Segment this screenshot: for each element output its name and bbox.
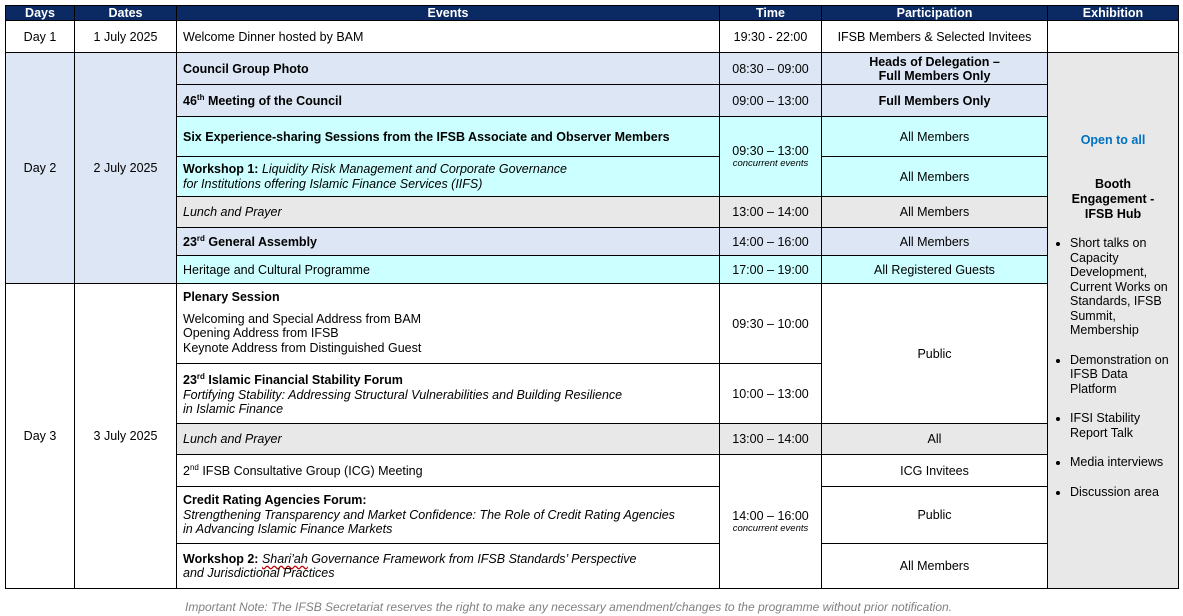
header-days: Days xyxy=(6,6,75,21)
table-row xyxy=(6,544,1179,589)
list-item: • Demonstration on IFSB Data Platform xyxy=(1070,353,1170,397)
time-cell: 09:30 – 10:00 xyxy=(720,284,822,364)
event-cell: Plenary Session Welcoming and Special Address from BAM Opening Address from IFSB Keynote Address from Distinguished Guest xyxy=(177,284,720,364)
time-cell: 09:30 – 13:00 concurrent events xyxy=(720,117,822,197)
time-cell: 08:30 – 09:00 xyxy=(720,53,822,85)
event-cell: 46th Meeting of the Council xyxy=(177,85,720,117)
event-cell: Council Group Photo xyxy=(177,53,720,85)
time-cell: 14:00 – 16:00 concurrent events xyxy=(720,455,822,589)
day-cell: Day 3 xyxy=(6,284,75,589)
open-to-all-label: Open to all xyxy=(1080,133,1146,147)
time-cell: 10:00 – 13:00 xyxy=(720,364,822,424)
date-cell: 2 July 2025 xyxy=(75,53,177,284)
table-row xyxy=(6,256,1179,284)
participation-cell: All Members xyxy=(822,544,1048,589)
event-cell: Credit Rating Agencies Forum: Strengthening Transparency and Market Confidence: The Role of Credit Rating Agencies in Advancing Islamic Finance Markets xyxy=(177,487,720,544)
participation-cell: All xyxy=(822,424,1048,455)
date-cell: 1 July 2025 xyxy=(75,21,177,53)
participation-cell: Heads of Delegation – Full Members Only xyxy=(822,53,1048,85)
table-row xyxy=(6,117,1179,157)
event-cell: Six Experience-sharing Sessions from the IFSB Associate and Observer Members xyxy=(177,117,720,157)
exhibition-panel xyxy=(1048,53,1179,589)
date-cell: 3 July 2025 xyxy=(75,284,177,589)
event-cell: Workshop 2: Shari’ah Governance Framework from IFSB Standards’ Perspective and Jurisdictional Practices xyxy=(177,544,720,589)
table-row xyxy=(6,197,1179,228)
event-cell: 2nd IFSB Consultative Group (ICG) Meeting xyxy=(177,455,720,487)
header-time: Time xyxy=(720,6,822,21)
event-cell: Lunch and Prayer xyxy=(177,424,720,455)
event-cell: Lunch and Prayer xyxy=(177,197,720,228)
participation-cell: ICG Invitees xyxy=(822,455,1048,487)
event-cell: Heritage and Cultural Programme xyxy=(177,256,720,284)
booth-title: Booth Engagement - IFSB Hub xyxy=(1071,177,1155,221)
time-cell: 09:00 – 13:00 xyxy=(720,85,822,117)
programme-table xyxy=(5,5,1179,589)
participation-cell: All Members xyxy=(822,157,1048,197)
participation-cell: Full Members Only xyxy=(822,85,1048,117)
participation-cell: All Members xyxy=(822,197,1048,228)
day-cell: Day 1 xyxy=(6,21,75,53)
participation-cell: Public xyxy=(822,284,1048,424)
table-row xyxy=(6,157,1179,197)
time-cell: 13:00 – 14:00 xyxy=(720,424,822,455)
exhibition-cell-empty xyxy=(1048,21,1179,53)
event-cell: 23rd General Assembly xyxy=(177,228,720,256)
participation-cell: Public xyxy=(822,487,1048,544)
header-exhibition: Exhibition xyxy=(1048,6,1179,21)
day-cell: Day 2 xyxy=(6,53,75,284)
participation-cell: All Members xyxy=(822,117,1048,157)
table-row xyxy=(6,85,1179,117)
time-cell: 14:00 – 16:00 xyxy=(720,228,822,256)
table-row xyxy=(6,284,1179,364)
table-row xyxy=(6,21,1179,53)
table-row xyxy=(6,455,1179,487)
time-cell: 19:30 - 22:00 xyxy=(720,21,822,53)
time-cell: 13:00 – 14:00 xyxy=(720,197,822,228)
table-row xyxy=(6,424,1179,455)
table-row xyxy=(6,487,1179,544)
list-item: • IFSI Stability Report Talk xyxy=(1070,411,1170,440)
time-cell: 17:00 – 19:00 xyxy=(720,256,822,284)
important-note: Important Note: The IFSB Secretariat reserves the right to make any necessary amendment/changes to the programme without prior notification. xyxy=(185,600,953,614)
event-cell: Workshop 1: Liquidity Risk Management and Corporate Governance for Institutions offering Islamic Finance Services (IIFS) xyxy=(177,157,720,197)
participation-cell: All Members xyxy=(822,228,1048,256)
event-cell: Welcome Dinner hosted by BAM xyxy=(177,21,720,53)
header-dates: Dates xyxy=(75,6,177,21)
list-item: • Media interviews xyxy=(1070,455,1170,470)
table-row xyxy=(6,53,1179,85)
participation-cell: All Registered Guests xyxy=(822,256,1048,284)
exhibition-list xyxy=(1056,236,1170,499)
event-cell: 23rd Islamic Financial Stability Forum Fortifying Stability: Addressing Structural Vulnerabilities and Building Resilience in Islamic Finance xyxy=(177,364,720,424)
header-events: Events xyxy=(177,6,720,21)
list-item: • Short talks on Capacity Development, Current Works on Standards, IFSB Summit, Membership xyxy=(1070,236,1170,338)
header-participation: Participation xyxy=(822,6,1048,21)
table-row xyxy=(6,228,1179,256)
list-item: • Discussion area xyxy=(1070,485,1170,500)
participation-cell: IFSB Members & Selected Invitees xyxy=(822,21,1048,53)
